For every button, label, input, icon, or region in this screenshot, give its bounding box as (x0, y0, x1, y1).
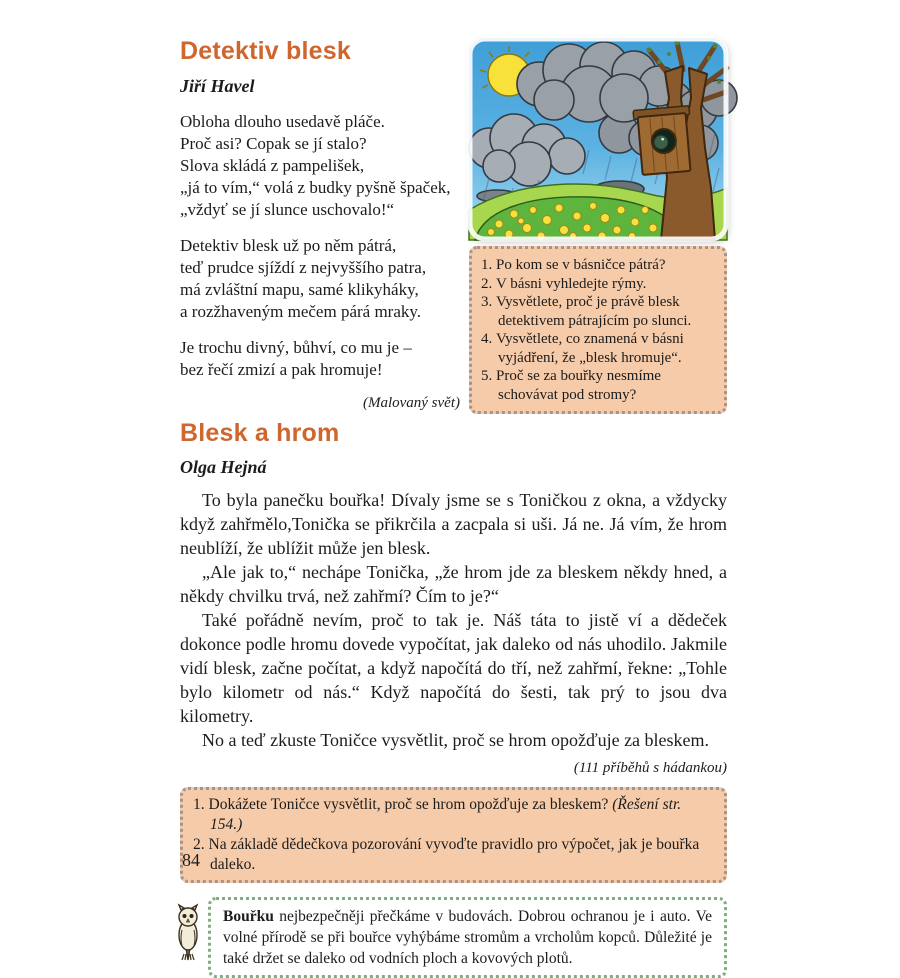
story-title: Blesk a hrom (180, 418, 340, 447)
poem-line: „vždyť se jí slunce uschovalo!“ (180, 199, 395, 219)
poem-line: „já to vím,“ volá z budky pyšně špaček, (180, 177, 451, 197)
poem-line: Detektiv blesk už po něm pátrá, (180, 235, 397, 255)
questions-box-poem (469, 246, 727, 414)
poem-author: Jiří Havel (180, 75, 255, 96)
poem-source: (Malovaný svět) (362, 394, 460, 411)
story-paragraph: Také pořádně nevím, proč to tak je. Náš táta to jistě ví a dědeček dokonce podle hromu dovede vypočítat, jak daleko od nás uhodilo. Jakmile vidí blesk, začne počítat, a když napočítá do tří, než zahřmí, řekne: „Tohle bylo kilometr od nás.“ Když napočítá do šesti, tak prý to jsou dva kilometry. (180, 610, 727, 726)
question-item (193, 835, 714, 875)
solution-reference: (Řešení str. 154.) (210, 796, 682, 833)
poem-line: Slova skládá z pampelišek, (180, 155, 365, 175)
poem-stanza-1 (180, 111, 460, 221)
question-item: Vysvětlete, co znamená v básni vyjádření, že „blesk hromuje“. (496, 331, 684, 366)
poem-title: Detektiv blesk (180, 37, 351, 65)
storm-illustration (469, 38, 727, 240)
poem-line: Obloha dlouho usedavě pláče. (180, 111, 385, 131)
owl-icon (173, 902, 203, 969)
poem-line: Proč asi? Copak se jí stalo? (180, 133, 367, 153)
poem-line: teď prudce sjíždí z nejvyššího patra, (180, 257, 427, 277)
question-text: Na základě dědečkova pozorování vyvoďte pravidlo pro výpočet, jak je bouřka daleko. (208, 836, 700, 873)
page-content (180, 38, 727, 978)
question-item: Proč se za bouřky nesmíme schovávat pod stromy? (496, 368, 661, 403)
question-item: Vysvětlete, proč je právě blesk detektivem pátrajícím po slunci. (496, 294, 692, 329)
questions-box-story (180, 787, 727, 883)
illustration-column (469, 38, 727, 418)
top-section (180, 38, 727, 418)
question-text: Dokážete Toničce vysvětlit, proč se hrom opožďuje za bleskem? (208, 796, 613, 813)
page-number: 84 (182, 850, 200, 870)
question-list (193, 795, 714, 875)
safety-note-body: nejbezpečněji přečkáme v budovách. Dobrou ochranou je i auto. Ve volné přírodě se při bouřce vyhýbáme stromům a vrcholům kopců. Důležité je také držet se daleko od vodních ploch a kovových plotů. (223, 908, 712, 967)
question-item: V básni vyhledejte rýmy. (496, 275, 647, 292)
safety-note-keyword: Bouřku (223, 908, 274, 925)
birdhouse-with-starling (633, 106, 694, 176)
poem-stanza-2 (180, 235, 460, 323)
poem-line: bez řečí zmizí a pak hromuje! (180, 359, 383, 379)
story-paragraph: „Ale jak to,“ nechápe Tonička, „že hrom jde za bleskem někdy hned, a někdy chvilku trvá, než zahřmí? Čím to je?“ (180, 562, 727, 606)
safety-note-box (208, 897, 727, 978)
poem-line: Je trochu divný, bůhví, co mu je – (180, 337, 412, 357)
safety-note-text (223, 906, 712, 969)
story-paragraph: To byla panečku bouřka! Dívaly jsme se s Toničkou z okna, a vždycky když zahřmělo,Tonička se přikrčila a zacpala si uši. Já ne. Já vím, že hrom neublíží, že ublížit může jen blesk. (180, 490, 727, 558)
question-item: Po kom se v básničce pátrá? (496, 257, 666, 273)
storm-illustration-svg (469, 38, 727, 240)
story-text (180, 488, 727, 752)
poem-line: má zvláštní mapu, samé klikyháky, (180, 279, 419, 299)
story-source: (111 příběhů s hádankou) (573, 760, 727, 776)
question-list (481, 256, 715, 404)
poem-stanza-3 (180, 337, 460, 381)
question-item (193, 795, 714, 835)
story-paragraph: No a teď zkuste Toničce vysvětlit, proč se hrom opožďuje za bleskem. (202, 730, 710, 750)
poem-column (180, 38, 460, 418)
poem-line: a rozžhaveným mečem párá mraky. (180, 301, 422, 321)
story-author: Olga Hejná (180, 457, 267, 477)
